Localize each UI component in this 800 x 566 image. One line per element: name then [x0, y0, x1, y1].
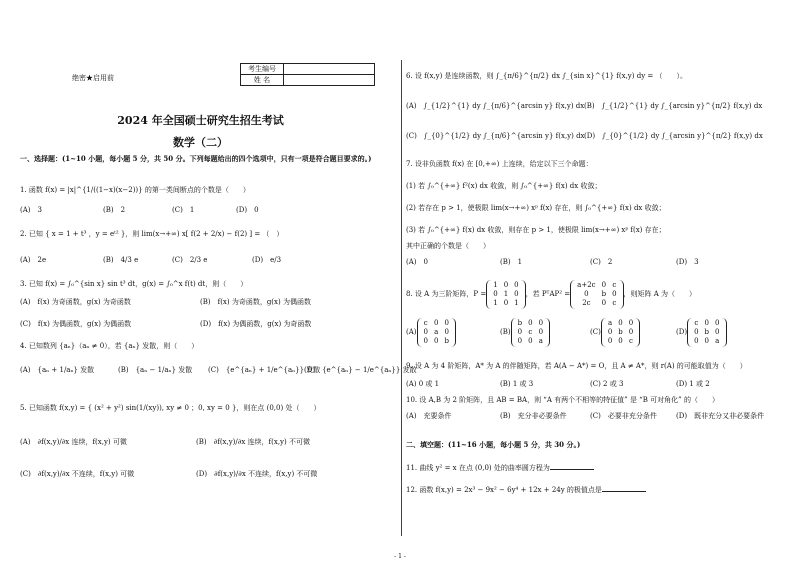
q3-option-c: (C) f(x) 为偶函数，g(x) 为偶函数 [20, 320, 132, 328]
q8-option-a [406, 318, 456, 347]
q8-stem [406, 280, 696, 309]
q4-option-b: (B) {aₙ − 1/aₙ} 发散 [118, 366, 193, 374]
q8-stem-c: ，则矩阵 A 为（ ） [623, 290, 697, 298]
q4-stem: 4. 已知数列 {aₙ}（aₙ ≠ 0），若 {aₙ} 发散，则（ ） [20, 342, 199, 350]
section2-heading: 二、填空题：(11~16 小题，每小题 5 分，共 30 分。) [406, 440, 581, 449]
q8-option-a-matrix-cell: b [444, 337, 449, 345]
q7-statement-2: (2) 若存在 p > 1，使极限 lim(x→+∞) xᵖ f(x) 存在，则 ∫₀^{+∞} f(x) dx 收敛； [406, 204, 666, 212]
q6-option-c: (C) ∫_{0}^{1/2} dy ∫_{π/6}^{arcsin y} f(x,y) dx [406, 132, 585, 140]
q8-option-a-matrix-cell: 0 [434, 337, 439, 345]
matrix-result-cell: b [601, 290, 607, 298]
matrix-p-cell: 0 [514, 281, 519, 289]
q8-option-b-matrix-cell: 0 [517, 328, 523, 336]
q2-option-c: (C) 2/3 e [172, 256, 208, 264]
q8-option-b-matrix-cell: 0 [538, 328, 544, 336]
candidate-number-field[interactable] [284, 64, 375, 75]
candidate-name-field[interactable] [284, 75, 375, 86]
q1-option-b: (B) 2 [103, 206, 126, 214]
exam-title: 2024 年全国硕士研究生招生考试 [117, 114, 284, 127]
q1-option-a: (A) 3 [20, 206, 42, 214]
q8-option-d [676, 318, 727, 347]
q8-option-b-matrix-cell: 0 [528, 319, 533, 327]
q8-option-c-matrix-cell: 0 [628, 328, 634, 336]
matrix-result-cell: c [612, 281, 617, 289]
matrix-p-cell: 0 [514, 290, 519, 298]
q8-option-b-matrix [511, 318, 550, 347]
q8-option-b-matrix-cell: a [538, 337, 543, 345]
q8-option-a-matrix-cell: 0 [444, 319, 449, 327]
exam-subtitle: 数学（二） [173, 136, 228, 149]
q6-option-a: (A) ∫_{1/2}^{1} dy ∫_{π/6}^{arcsin y} f(x,y) dx [406, 102, 585, 110]
matrix-result-cell: 0 [601, 281, 607, 289]
q3-option-b: (B) f(x) 为奇函数，g(x) 为偶函数 [200, 298, 311, 306]
q3-stem: 3. 已知 f(x) = ∫₀^{sin x} sin t³ dt，g(x) = ∫₀^x f(t) dt，则（ ） [20, 280, 248, 288]
q8-option-c-matrix-cell: c [629, 337, 633, 345]
q8-option-a-matrix-cell: a [434, 328, 439, 336]
q7-option-a: (A) 0 [406, 258, 428, 266]
q9-stem: 9. 设 A 为 4 阶矩阵，A* 为 A 的伴随矩阵，若 A(A − A*) = O，且 A ≠ A*，则 r(A) 的可能取值为（ ） [406, 362, 747, 370]
q7-option-d: (D) 3 [676, 258, 699, 266]
secret-label: 绝密★启用前 [72, 74, 114, 82]
page-number: - 1 - [394, 553, 406, 560]
q8-option-c-matrix-cell: 0 [618, 319, 623, 327]
q8-option-d-matrix [687, 318, 726, 347]
q10-option-b: (B) 充分非必要条件 [500, 412, 567, 420]
q5-option-c: (C) ∂f(x,y)/∂x 不连续，f(x,y) 可微 [20, 470, 135, 478]
q8-option-b-matrix-cell: 0 [517, 337, 523, 345]
q8-option-d-matrix-cell: c [694, 319, 699, 327]
candidate-info-table [240, 63, 375, 86]
q8-option-d-label: (D) [676, 328, 688, 336]
matrix-p-cell: 0 [493, 290, 498, 298]
section1-heading: 一、选择题：(1~10 小题，每小题 5 分，共 50 分。下列每题给出的四个选项中，只有一项是符合题目要求的。) [20, 154, 372, 163]
matrix-p-cell: 0 [503, 281, 509, 289]
q7-tail: 其中正确的个数是（ ） [406, 242, 490, 250]
q9-option-c: (C) 2 或 3 [590, 380, 624, 388]
matrix-p-cell: 1 [503, 290, 509, 298]
q8-option-b-matrix-cell: c [528, 328, 533, 336]
q8-option-c-matrix-cell: 0 [628, 319, 634, 327]
q2-option-a: (A) 2e [20, 256, 47, 264]
q8-option-a-matrix-cell: c [423, 319, 428, 327]
q8-option-c-matrix-cell: 0 [618, 337, 623, 345]
q8-option-b [500, 318, 550, 347]
matrix-result-cell: 0 [601, 299, 607, 307]
matrix-p-cell: 1 [493, 281, 498, 289]
q8-option-c-label: (C) [590, 328, 601, 336]
q9-option-b: (B) 1 或 3 [500, 380, 534, 388]
q8-option-c-matrix-cell: 0 [607, 337, 613, 345]
q9-option-d: (D) 1 或 2 [676, 380, 710, 388]
q10-option-c: (C) 必要非充分条件 [590, 412, 657, 420]
q8-option-a-matrix-cell: 0 [423, 337, 428, 345]
q6-option-b: (B) ∫_{1/2}^{1} dy ∫_{arcsin y}^{π/2} f(x,y) dx [584, 102, 763, 110]
q1-option-c: (C) 1 [172, 206, 195, 214]
matrix-p-cell: 1 [493, 299, 498, 307]
q10-stem: 10. 设 A,B 为 2 阶矩阵，且 AB = BA，则 “A 有两个不相等的特征值” 是 “B 可对角化” 的（ ） [406, 396, 719, 404]
matrix-p [486, 280, 525, 309]
matrix-result [570, 280, 623, 309]
q7-stem: 7. 设非负函数 f(x) 在 [0,+∞) 上连续，给定以下三个命题： [406, 160, 593, 168]
q8-option-d-matrix-cell: 0 [694, 328, 699, 336]
q11-text: 11. 曲线 y² = x 在点 (0,0) 处的曲率圆方程为 [406, 464, 550, 472]
matrix-result-cell: c [612, 299, 617, 307]
q8-option-c-matrix-cell: a [607, 319, 613, 327]
q3-option-a: (A) f(x) 为奇函数，g(x) 为奇函数 [20, 298, 131, 306]
q8-option-d-matrix-cell: 0 [715, 328, 720, 336]
q7-statement-1: (1) 若 ∫₀^{+∞} f²(x) dx 收敛，则 ∫₀^{+∞} f(x) dx 收敛； [406, 182, 602, 190]
q8-option-a-label: (A) [406, 328, 417, 336]
matrix-p-cell: 0 [503, 299, 509, 307]
q8-option-c [590, 318, 640, 347]
q12-text: 12. 函数 f(x,y) = 2x³ − 9x² − 6y⁴ + 12x + 24y 的极值点是 [406, 486, 602, 494]
matrix-result-cell: 2c [582, 299, 591, 307]
q5-option-b: (B) ∂f(x,y)/∂x 连续，f(x,y) 不可微 [196, 438, 310, 446]
q2-option-b: (B) 4/3 e [103, 256, 139, 264]
q8-option-d-matrix-cell: 0 [704, 319, 710, 327]
q5-option-d: (D) ∂f(x,y)/∂x 不连续，f(x,y) 不可微 [196, 470, 318, 478]
q7-option-b: (B) 1 [500, 258, 523, 266]
column-divider [401, 60, 402, 536]
q8-option-c-matrix [601, 318, 640, 347]
q8-option-d-matrix-cell: 0 [704, 337, 710, 345]
candidate-number-label: 考生编号 [241, 64, 284, 75]
q8-option-b-matrix-cell: 0 [538, 319, 544, 327]
q11-answer-blank[interactable] [550, 462, 594, 470]
q4-option-d: (D) {e^{aₙ} − 1/e^{aₙ}} 发散 [304, 366, 417, 374]
q8-option-a-matrix-cell: 0 [434, 319, 439, 327]
q8-option-d-matrix-cell: 0 [694, 337, 699, 345]
q3-option-d: (D) f(x) 为偶函数，g(x) 为奇函数 [200, 320, 312, 328]
q11-stem [406, 462, 594, 473]
q2-stem: 2. 已知 { x = 1 + t³ ，y = eᵗ² }，则 lim(x→+∞) x[ f(2 + 2/x) − f(2) ] = （ ） [20, 230, 284, 238]
q7-option-c: (C) 2 [590, 258, 613, 266]
q9-option-a: (A) 0 或 1 [406, 380, 440, 388]
matrix-result-cell: a+2c [577, 281, 596, 289]
q8-option-b-matrix-cell: b [517, 319, 523, 327]
q7-statement-3: (3) 若 ∫₀^{+∞} f(x) dx 收敛，则存在 p > 1，使极限 lim(x→+∞) xᵖ f(x) 存在； [406, 226, 666, 234]
q12-stem [406, 484, 646, 495]
matrix-p-cell: 1 [514, 299, 519, 307]
q6-option-d: (D) ∫_{0}^{1/2} dy ∫_{arcsin y}^{π/2} f(x,y) dx [584, 132, 763, 140]
q2-option-d: (D) e/3 [252, 256, 282, 264]
q8-option-a-matrix-cell: 0 [423, 328, 428, 336]
q8-option-d-matrix-cell: b [704, 328, 710, 336]
q5-option-a: (A) ∂f(x,y)/∂x 连续，f(x,y) 可微 [20, 438, 127, 446]
q8-option-b-matrix-cell: 0 [528, 337, 533, 345]
q4-option-a: (A) {aₙ + 1/aₙ} 发散 [20, 366, 95, 374]
q5-stem: 5. 已知函数 f(x,y) = { (x² + y²) sin(1/(xy)), xy ≠ 0 ；0, xy = 0 }，则在点 (0,0) 处（ ） [20, 404, 321, 412]
matrix-result-cell: 0 [584, 290, 589, 298]
candidate-name-label: 姓 名 [241, 75, 284, 86]
q8-option-c-matrix-cell: 0 [607, 328, 613, 336]
q4-option-c: (C) {e^{aₙ} + 1/e^{aₙ}} 发散 [208, 366, 321, 374]
q8-option-d-matrix-cell: a [715, 337, 720, 345]
q8-option-a-matrix [417, 318, 456, 347]
q8-option-a-matrix-cell: 0 [444, 328, 449, 336]
q8-option-c-matrix-cell: b [618, 328, 623, 336]
q1-stem: 1. 函数 f(x) = |x|^{1/((1−x)(x−2))} 的第一类间断点的个数是（ ） [20, 186, 250, 194]
q10-option-a: (A) 充要条件 [406, 412, 452, 420]
q10-option-d: (D) 既非充分又非必要条件 [676, 412, 765, 420]
q8-stem-b: ，若 PᵀAP² = [525, 290, 571, 298]
q8-option-d-matrix-cell: 0 [715, 319, 720, 327]
q6-stem: 6. 设 f(x,y) 是连续函数，则 ∫_{π/6}^{π/2} dx ∫_{sin x}^{1} f(x,y) dy = （ ）。 [406, 72, 687, 80]
q8-stem-a: 8. 设 A 为三阶矩阵，P = [406, 290, 487, 298]
matrix-result-cell: 0 [612, 290, 617, 298]
q1-option-d: (D) 0 [236, 206, 259, 214]
q8-option-b-label: (B) [500, 328, 511, 336]
q12-answer-blank[interactable] [602, 484, 646, 492]
